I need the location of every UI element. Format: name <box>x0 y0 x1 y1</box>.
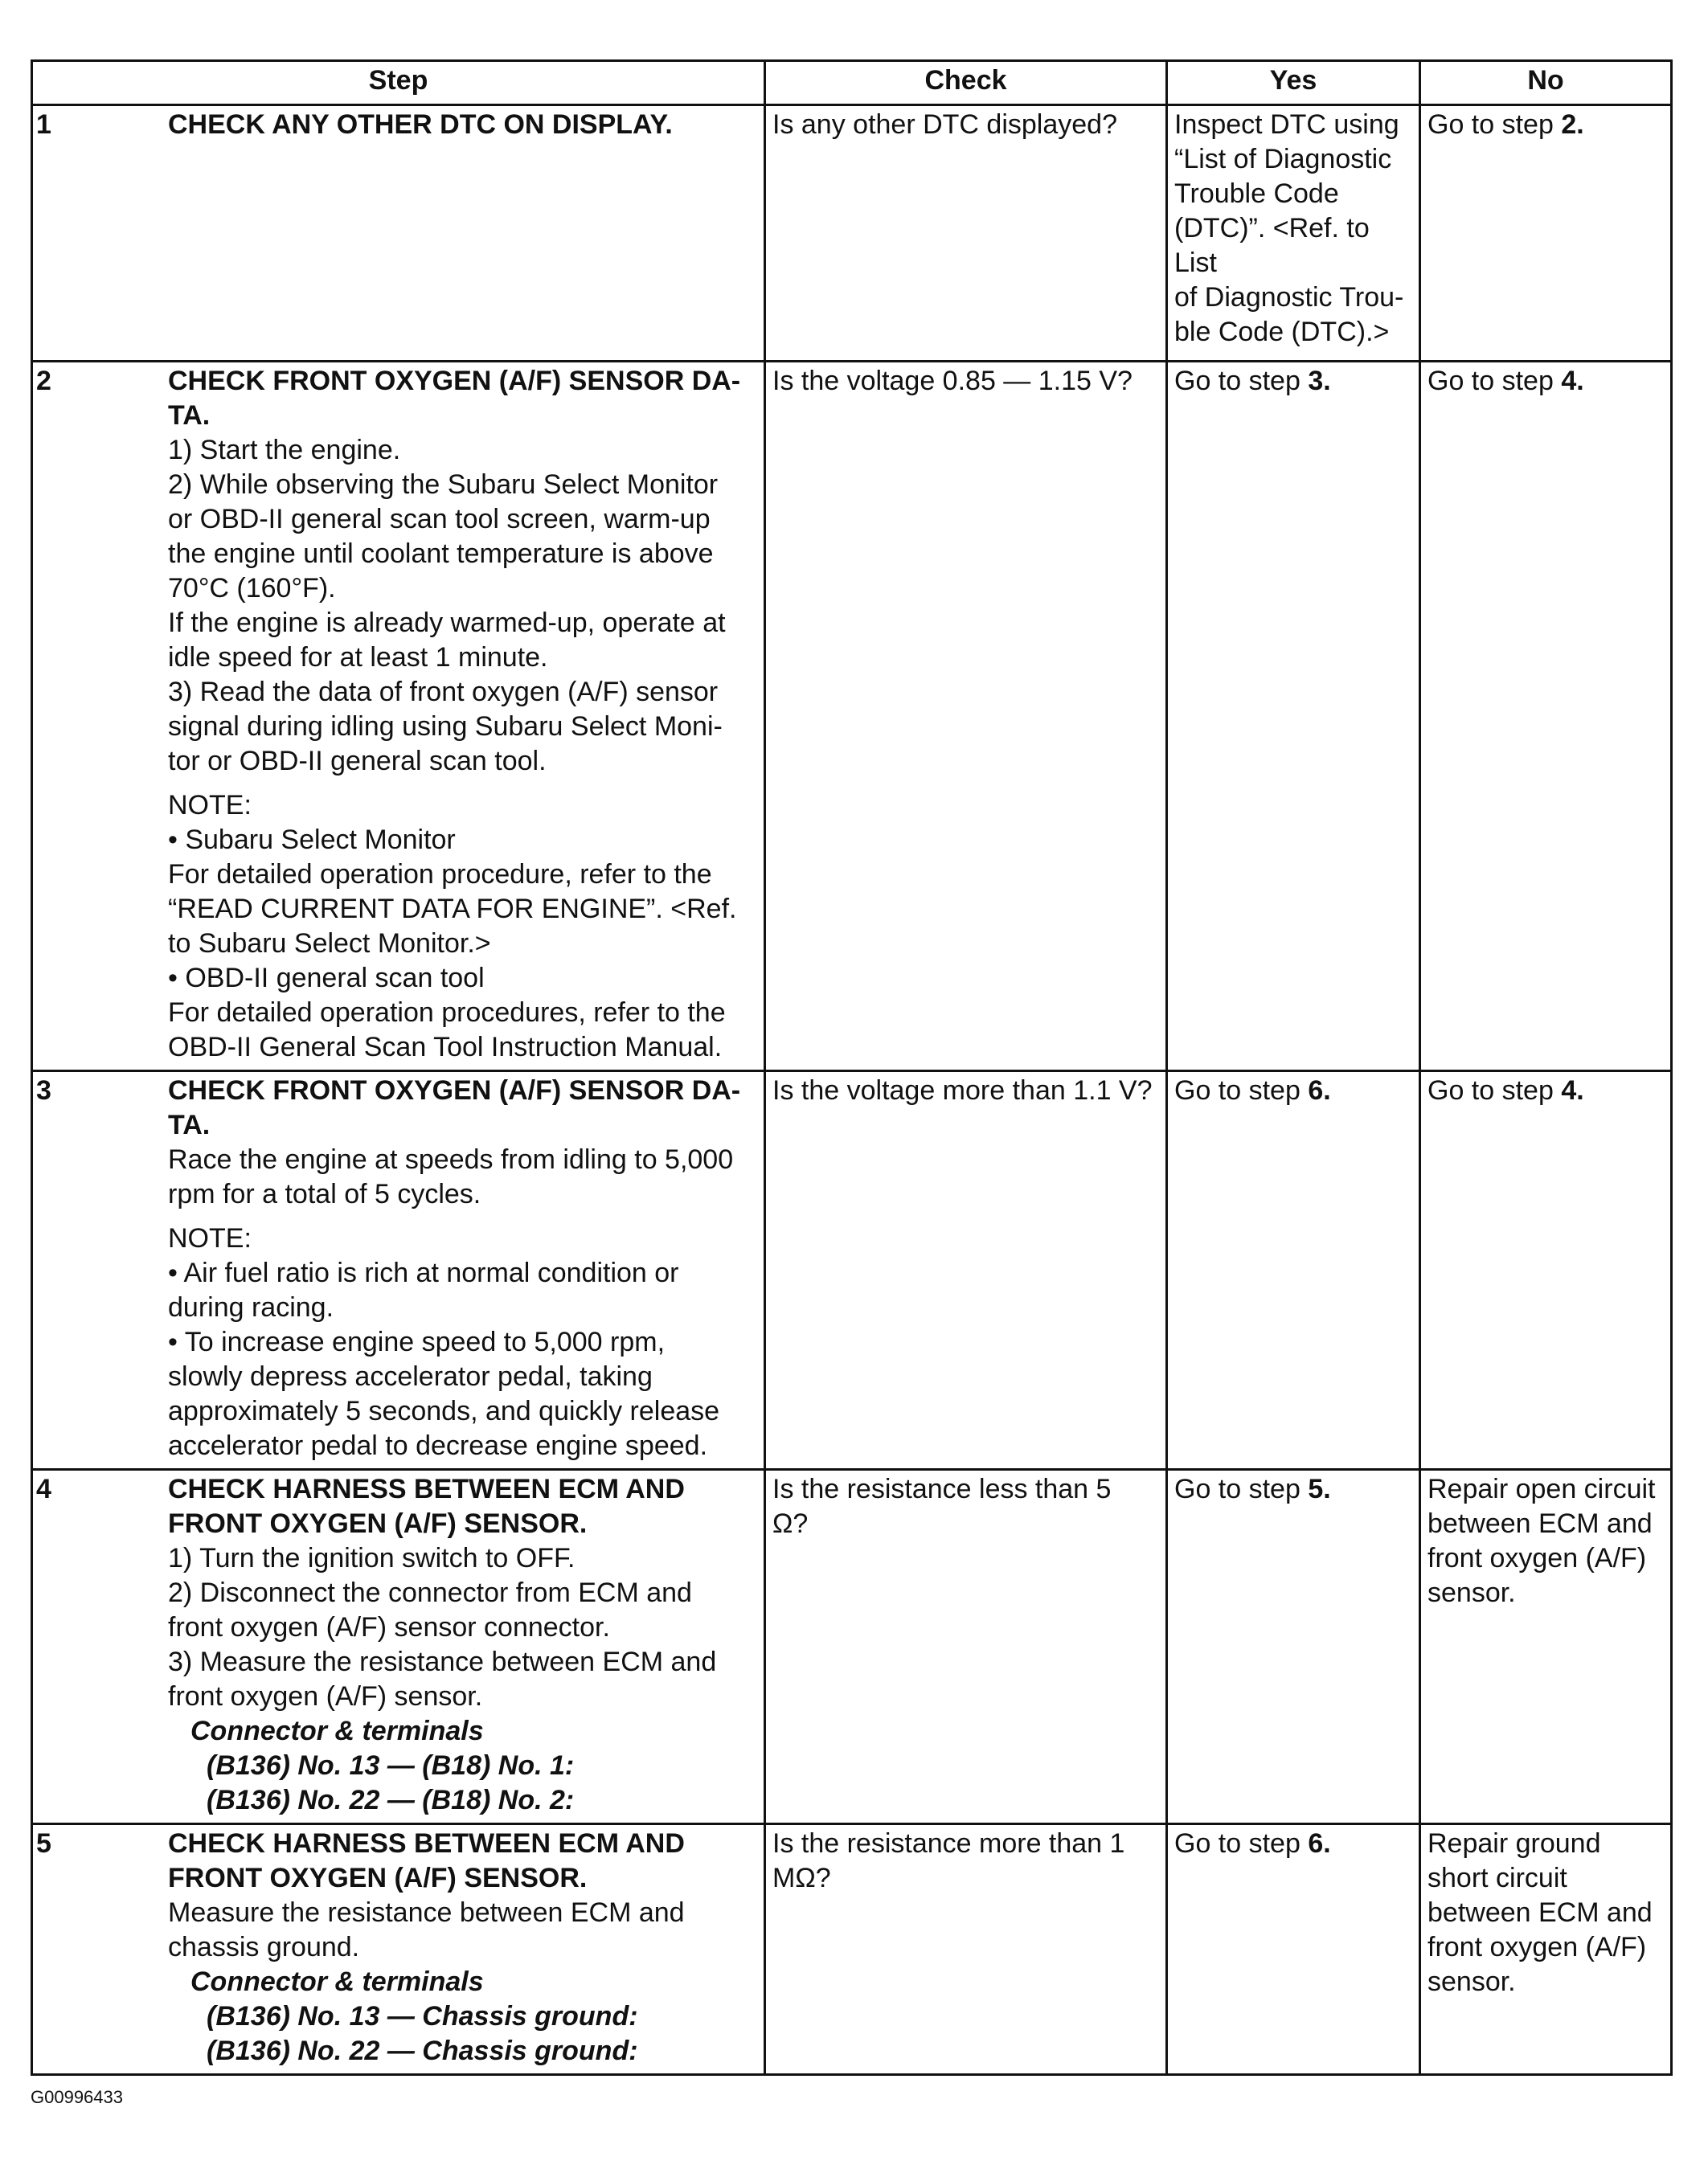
note-line: during racing. <box>168 1292 334 1323</box>
check-text: Is any other DTC displayed? <box>772 109 1117 140</box>
step-title: FRONT OXYGEN (A/F) SENSOR. <box>168 1863 588 1893</box>
yes-cell <box>1167 1470 1420 1824</box>
step-cell <box>32 105 765 362</box>
step-number: 5 <box>36 1828 51 1859</box>
step-body-line: 3) Read the data of front oxygen (A/F) sensor <box>168 677 719 707</box>
step-body-line: 2) While observing the Subaru Select Monitor <box>168 469 719 500</box>
step-body-line: front oxygen (A/F) sensor connector. <box>168 1612 610 1643</box>
note-line: OBD-II General Scan Tool Instruction Manual. <box>168 1032 723 1062</box>
no-line: sensor. <box>1427 1966 1516 1997</box>
no-cell <box>1420 1470 1672 1824</box>
step-cell <box>32 1824 765 2075</box>
no-line: between ECM and <box>1427 1897 1653 1928</box>
note-line: • Air fuel ratio is rich at normal condition or <box>168 1258 679 1288</box>
no-cell <box>1420 105 1672 362</box>
yes-prefix: Go to step <box>1174 1075 1309 1106</box>
yes-prefix: Go to step <box>1174 1828 1309 1859</box>
note-line: • To increase engine speed to 5,000 rpm, <box>168 1327 666 1357</box>
no-prefix: Go to step <box>1427 1075 1562 1106</box>
step-number: 1 <box>36 109 51 140</box>
yes-step-ref: 6. <box>1308 1828 1331 1859</box>
no-cell <box>1420 1824 1672 2075</box>
diagnostic-table <box>31 59 1673 2076</box>
step-body-line: front oxygen (A/F) sensor. <box>168 1681 483 1712</box>
step-number: 4 <box>36 1474 51 1504</box>
step-body-line: rpm for a total of 5 cycles. <box>168 1179 481 1209</box>
connector-heading: Connector & terminals <box>190 1716 484 1746</box>
no-line: sensor. <box>1427 1578 1516 1608</box>
step-title: CHECK FRONT OXYGEN (A/F) SENSOR DA- <box>168 1075 741 1106</box>
note-line: For detailed operation procedure, refer to the <box>168 859 712 890</box>
connector-line: (B136) No. 13 — (B18) No. 1: <box>207 1750 575 1781</box>
table-row <box>32 1470 1672 1824</box>
yes-line: (DTC)”. <Ref. to <box>1174 213 1370 244</box>
note-line: to Subaru Select Monitor.> <box>168 928 491 959</box>
note-line: approximately 5 seconds, and quickly release <box>168 1396 720 1426</box>
yes-step-ref: 3. <box>1308 366 1331 396</box>
step-title: FRONT OXYGEN (A/F) SENSOR. <box>168 1508 588 1539</box>
header-check: Check <box>765 61 1167 105</box>
step-body-line: tor or OBD-II general scan tool. <box>168 746 547 776</box>
no-line: front oxygen (A/F) <box>1427 1543 1647 1574</box>
step-body-line: 2) Disconnect the connector from ECM and <box>168 1578 692 1608</box>
check-cell <box>765 362 1167 1071</box>
note-line: • OBD-II general scan tool <box>168 963 485 993</box>
step-title: TA. <box>168 400 211 431</box>
step-number: 3 <box>36 1075 51 1106</box>
note-line: accelerator pedal to decrease engine speed. <box>168 1430 708 1461</box>
no-line: Repair ground <box>1427 1828 1601 1859</box>
header-no: No <box>1420 61 1672 105</box>
no-line: short circuit <box>1427 1863 1567 1893</box>
diagnostic-page <box>31 59 1670 2076</box>
check-cell <box>765 1824 1167 2075</box>
connector-line: (B136) No. 13 — Chassis ground: <box>207 2001 638 2032</box>
no-cell <box>1420 1071 1672 1470</box>
step-body-line: 3) Measure the resistance between ECM and <box>168 1647 717 1677</box>
check-line: Is the resistance less than 5 <box>772 1474 1112 1504</box>
yes-line: List <box>1174 248 1217 278</box>
no-line: between ECM and <box>1427 1508 1653 1539</box>
table-row <box>32 1071 1672 1470</box>
header-row <box>32 61 1672 105</box>
step-body-line: or OBD-II general scan tool screen, warm-up <box>168 504 711 534</box>
step-body-line: the engine until coolant temperature is above <box>168 538 714 569</box>
note-line: • Subaru Select Monitor <box>168 825 456 855</box>
step-body-line: Race the engine at speeds from idling to 5,000 <box>168 1144 734 1175</box>
note-label: NOTE: <box>168 1223 252 1254</box>
no-line: Repair open circuit <box>1427 1474 1656 1504</box>
note-line: For detailed operation procedures, refer to the <box>168 997 726 1028</box>
no-step-ref: 2. <box>1561 109 1584 140</box>
yes-prefix: Go to step <box>1174 1474 1309 1504</box>
step-title: CHECK FRONT OXYGEN (A/F) SENSOR DA- <box>168 366 741 396</box>
yes-cell <box>1167 1824 1420 2075</box>
yes-line: of Diagnostic Trou- <box>1174 282 1404 313</box>
table-row <box>32 105 1672 362</box>
connector-heading: Connector & terminals <box>190 1966 484 1997</box>
note-line: “READ CURRENT DATA FOR ENGINE”. <Ref. <box>168 894 737 924</box>
no-line: front oxygen (A/F) <box>1427 1932 1647 1962</box>
step-cell <box>32 1470 765 1824</box>
table-row <box>32 1824 1672 2075</box>
yes-line: ble Code (DTC).> <box>1174 317 1390 347</box>
step-title: CHECK ANY OTHER DTC ON DISPLAY. <box>168 109 673 140</box>
check-line: MΩ? <box>772 1863 831 1893</box>
step-body-line: If the engine is already warmed-up, operate at <box>168 608 726 638</box>
table-row <box>32 362 1672 1071</box>
step-body-line: signal during idling using Subaru Select Moni- <box>168 711 723 742</box>
yes-line: “List of Diagnostic <box>1174 144 1392 174</box>
step-body-line: chassis ground. <box>168 1932 360 1962</box>
step-body-line: idle speed for at least 1 minute. <box>168 642 548 673</box>
check-line: Ω? <box>772 1508 809 1539</box>
step-number: 2 <box>36 366 51 396</box>
yes-cell <box>1167 1071 1420 1470</box>
header-step: Step <box>32 61 765 105</box>
check-text: Is the voltage more than 1.1 V? <box>772 1075 1153 1106</box>
step-body-line: 1) Turn the ignition switch to OFF. <box>168 1543 575 1574</box>
no-cell <box>1420 362 1672 1071</box>
yes-line: Inspect DTC using <box>1174 109 1399 140</box>
check-cell <box>765 1071 1167 1470</box>
yes-line: Trouble Code <box>1174 178 1339 209</box>
step-title: TA. <box>168 1110 211 1140</box>
note-line: slowly depress accelerator pedal, taking <box>168 1361 653 1392</box>
step-title: CHECK HARNESS BETWEEN ECM AND <box>168 1474 685 1504</box>
connector-line: (B136) No. 22 — Chassis ground: <box>207 2036 638 2066</box>
no-prefix: Go to step <box>1427 366 1562 396</box>
yes-cell <box>1167 105 1420 362</box>
yes-step-ref: 5. <box>1308 1474 1331 1504</box>
header-yes: Yes <box>1167 61 1420 105</box>
step-cell <box>32 362 765 1071</box>
note-label: NOTE: <box>168 790 252 821</box>
step-title: CHECK HARNESS BETWEEN ECM AND <box>168 1828 685 1859</box>
step-body-line: 1) Start the engine. <box>168 435 401 465</box>
step-body-line: Measure the resistance between ECM and <box>168 1897 685 1928</box>
yes-prefix: Go to step <box>1174 366 1309 396</box>
step-body-line: 70°C (160°F). <box>168 573 336 604</box>
no-step-ref: 4. <box>1561 1075 1584 1106</box>
no-step-ref: 4. <box>1561 366 1584 396</box>
check-text: Is the voltage 0.85 — 1.15 V? <box>772 366 1133 396</box>
figure-code: G00996433 <box>31 2087 123 2107</box>
step-cell <box>32 1071 765 1470</box>
check-cell <box>765 1470 1167 1824</box>
yes-cell <box>1167 362 1420 1071</box>
no-prefix: Go to step <box>1427 109 1562 140</box>
check-cell <box>765 105 1167 362</box>
connector-line: (B136) No. 22 — (B18) No. 2: <box>207 1785 575 1815</box>
yes-step-ref: 6. <box>1308 1075 1331 1106</box>
check-line: Is the resistance more than 1 <box>772 1828 1125 1859</box>
